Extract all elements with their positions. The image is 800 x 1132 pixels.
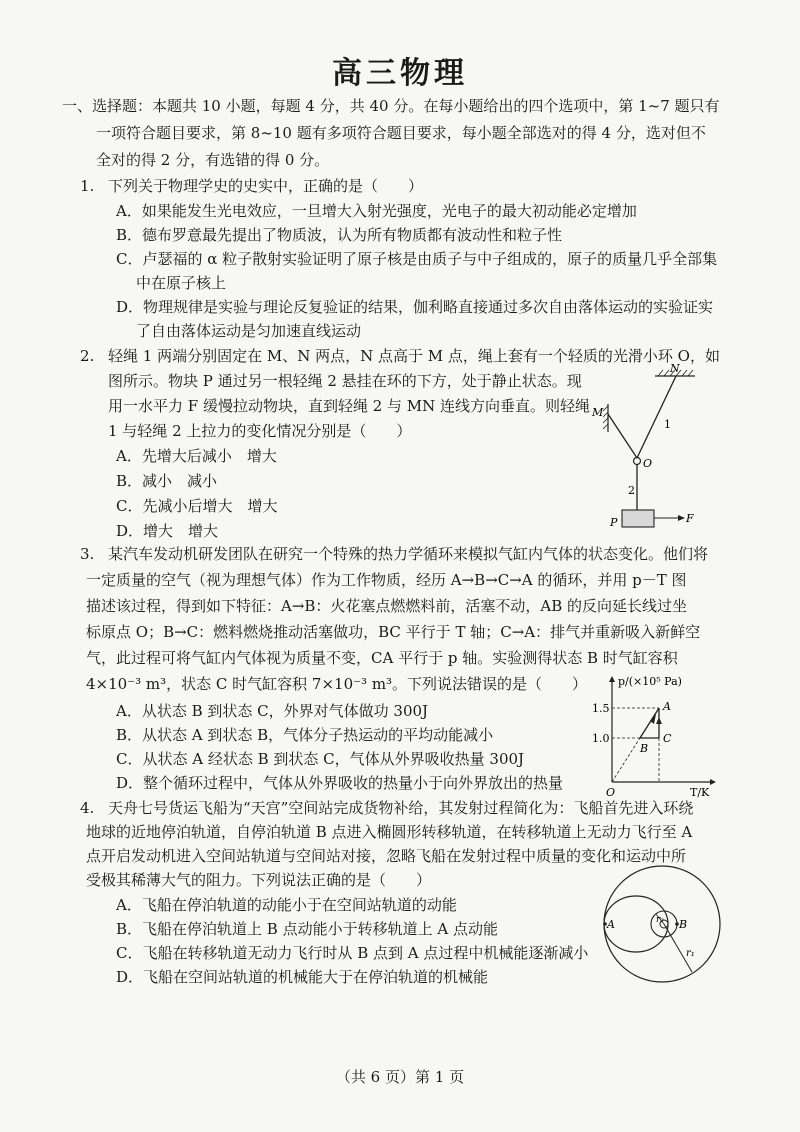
question-stem: 点开启发动机进入空间站轨道与空间站对接，忽略飞船在发射过程中质量的变化和运动中所: [86, 847, 687, 865]
point-a-label: A: [663, 700, 671, 713]
label-p: P: [610, 516, 618, 529]
question-stem: 4×10⁻³ m³，状态 C 时气缸容积 7×10⁻³ m³。下列说法错误的是（ ）: [86, 675, 588, 693]
option-a: A．如果能发生光电效应，一旦增大入射光强度，光电子的最大初动能必定增加: [116, 202, 637, 220]
page-title: 高三物理: [332, 56, 468, 91]
label-rope-2: 2: [628, 484, 635, 497]
option-c: 中在原子核上: [136, 274, 227, 292]
y-axis-label: p/(×10⁵ Pa): [618, 675, 682, 688]
option-b: B．德布罗意最先提出了物质波，认为所有物质都有波动性和粒子性: [116, 226, 563, 244]
question-stem: 1 与轻绳 2 上拉力的变化情况分别是（ ）: [108, 422, 412, 440]
option-d: D．增大 增大: [116, 522, 219, 540]
option-a: A．从状态 B 到状态 C，外界对气体做功 300J: [116, 702, 429, 720]
question-number: 1.: [80, 177, 95, 195]
option-d: D．物理规律是实验与理论反复验证的结果，伽利略直接通过多次自由落体运动的实验证实: [116, 298, 714, 316]
radius-r2-label: r₂: [656, 915, 664, 925]
option-c: C．飞船在转移轨道无动力飞行时从 B 点到 A 点过程中机械能逐渐减小: [116, 944, 589, 962]
p-t-diagram: [592, 672, 717, 800]
question-stem: 气，此过程可将气缸内气体视为质量不变，CA 平行于 p 轴。实验测得状态 B 时气缸容积: [86, 649, 678, 667]
question-stem: 某汽车发动机研发团队在研究一个特殊的热力学循环来模拟气缸内气体的状态变化。他们将: [108, 545, 709, 563]
question-stem: 下列关于物理学史的史实中，正确的是（ ）: [108, 177, 424, 195]
option-d: D．飞船在空间站轨道的机械能大于在停泊轨道的机械能: [116, 968, 489, 986]
label-o: O: [643, 457, 653, 470]
radius-r1-label: r₁: [686, 948, 695, 959]
question-stem: 图所示。物块 P 通过另一根轻绳 2 悬挂在环的下方，处于静止状态。现: [108, 372, 582, 390]
page-footer: （共 6 页）第 1 页: [335, 1068, 465, 1086]
option-d: 了自由落体运动是匀加速直线运动: [136, 322, 362, 340]
option-a: A．先增大后减小 增大: [116, 447, 277, 465]
section-instructions: 一、选择题：本题共 10 小题，每题 4 分，共 40 分。在每小题给出的四个选项中，第 1~7 题只有: [62, 97, 720, 115]
question-number: 2.: [80, 347, 95, 365]
point-b-label: B: [640, 742, 649, 755]
point-c-label: C: [663, 732, 672, 745]
question-number: 3.: [80, 545, 95, 563]
option-c: C．先减小后增大 增大: [116, 497, 278, 515]
option-a: A．飞船在停泊轨道的动能小于在空间站轨道的动能: [116, 896, 457, 914]
label-m: M: [592, 406, 604, 419]
question-stem: 轻绳 1 两端分别固定在 M、N 两点，N 点高于 M 点，绳上套有一个轻质的光滑小环 O，如: [108, 347, 720, 365]
question-stem: 标原点 O；B→C：燃料燃烧推动活塞做功，BC 平行于 T 轴；C→A：排气并重新吸入新鲜空: [86, 623, 701, 641]
section-instructions: 全对的得 2 分，有选错的得 0 分。: [96, 151, 330, 169]
question-stem: 描述该过程，得到如下特征：A→B：火花塞点燃燃料前，活塞不动，AB 的反向延长线过坐: [86, 597, 688, 615]
point-b-label: B: [679, 918, 688, 931]
question-stem: 地球的近地停泊轨道，自停泊轨道 B 点进入椭圆形转移轨道，在转移轨道上无动力飞行至 A: [86, 823, 693, 841]
option-b: B．从状态 A 到状态 B，气体分子热运动的平均动能减小: [116, 726, 494, 744]
label-rope-1: 1: [664, 418, 671, 431]
rope-ring-diagram: [580, 362, 700, 537]
section-instructions: 一项符合题目要求，第 8~10 题有多项符合题目要求，每小题全部选对的得 4 分，选对但不: [96, 124, 706, 142]
option-d: D．整个循环过程中，气体从外界吸收的热量小于向外界放出的热量: [116, 774, 564, 792]
option-c: C．从状态 A 经状态 B 到状态 C，气体从外界吸收热量 300J: [116, 750, 525, 768]
question-stem: 受极其稀薄大气的阻力。下列说法正确的是（ ）: [86, 871, 432, 889]
question-stem: 一定质量的空气（视为理想气体）作为工作物质，经历 A→B→C→A 的循环，并用 p－T 图: [86, 571, 687, 589]
orbit-diagram: [598, 862, 726, 986]
option-c: C．卢瑟福的 α 粒子散射实验证明了原子核是由质子与中子组成的，原子的质量几乎全部集: [116, 250, 718, 268]
x-axis-label: T/K: [690, 786, 710, 799]
option-b: B．飞船在停泊轨道上 B 点动能小于转移轨道上 A 点动能: [116, 920, 498, 938]
label-f: F: [686, 512, 694, 525]
option-b: B．减小 减小: [116, 472, 218, 490]
point-a-label: A: [607, 918, 615, 931]
origin-label: O: [606, 786, 616, 799]
y-tick-label: 1.5: [592, 702, 610, 715]
question-stem: 天舟七号货运飞船为“天宫”空间站完成货物补给，其发射过程简化为：飞船首先进入环绕: [108, 799, 694, 817]
question-number: 4.: [80, 799, 95, 817]
question-stem: 用一水平力 F 缓慢拉动物块，直到轻绳 2 与 MN 连线方向垂直。则轻绳: [108, 397, 591, 415]
y-tick-label: 1.0: [592, 732, 610, 745]
label-n: N: [670, 362, 680, 375]
